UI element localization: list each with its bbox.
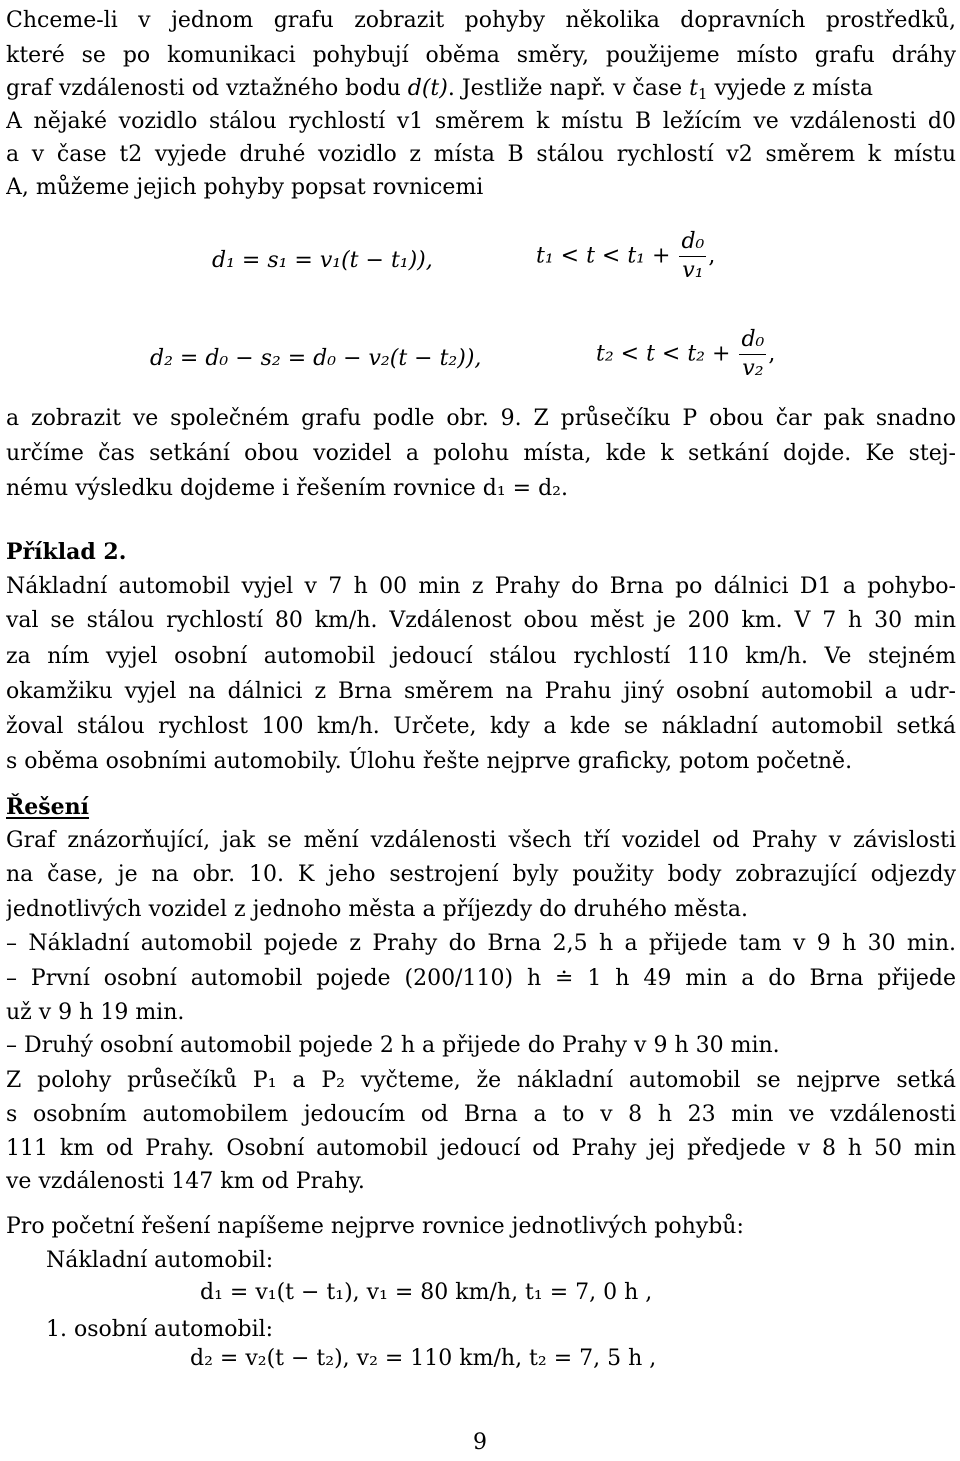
after-eq-line-1: a zobrazit ve společném grafu podle obr. 9. Z průsečíku P obou čar pak snadno	[6, 406, 956, 431]
solution-bullet-1: – Nákladní automobil pojede z Prahy do Brna 2,5 h a přijede tam v 9 h 30 min.	[6, 931, 956, 956]
intro-line-1: Chceme-li v jednom grafu zobrazit pohyby několika dopravních prostředků,	[6, 8, 956, 33]
solution-para-line-1: Z polohy průsečíků P₁ a P₂ vyčteme, že nákladní automobil se nejprve setká	[6, 1068, 956, 1093]
solution-line-2: na čase, je na obr. 10. K jeho sestrojení byly použity body zobrazující odjezdy	[6, 862, 956, 887]
intro-line-4: A nějaké vozidlo stálou rychlostí v1 směrem k místu B ležícím ve vzdálenosti d0	[6, 109, 956, 134]
example-heading: Příklad 2.	[6, 539, 127, 565]
intro-line-6: A, můžeme jejich pohyby popsat rovnicemi	[6, 175, 484, 200]
calc-intro: Pro početní řešení napíšeme nejprve rovnice jednotlivých pohybů:	[6, 1214, 744, 1239]
equation-2-left: d₂ = d₀ − s₂ = d₀ − v₂(t − t₂)),	[150, 346, 482, 371]
example-line-6: s oběma osobními automobily. Úlohu řešte nejprve graficky, potom početně.	[6, 749, 853, 774]
solution-bullet-2a: – První osobní automobil pojede (200/110) h ≐ 1 h 49 min a do Brna přijede	[6, 966, 956, 991]
equation-1-left: d₁ = s₁ = v₁(t − t₁)),	[212, 248, 433, 273]
car1-equation: d₂ = v₂(t − t₂), v₂ = 110 km/h, t₂ = 7, 5 h ,	[190, 1346, 657, 1371]
example-line-1: Nákladní automobil vyjel v 7 h 00 min z Prahy do Brna po dálnici D1 a pohybo-	[6, 574, 956, 599]
solution-bullet-3: – Druhý osobní automobil pojede 2 h a přijede do Prahy v 9 h 30 min.	[6, 1033, 780, 1058]
page-number: 9	[473, 1430, 487, 1455]
solution-bullet-2b: už v 9 h 19 min.	[6, 1000, 185, 1025]
solution-heading: Řešení	[6, 794, 90, 820]
example-line-2: val se stálou rychlostí 80 km/h. Vzdálenost obou měst je 200 km. V 7 h 30 min	[6, 608, 956, 633]
intro-line-5: a v čase t2 vyjede druhé vozidlo z místa B stálou rychlostí v2 směrem k místu	[6, 142, 956, 167]
car1-label: 1. osobní automobil:	[46, 1317, 274, 1342]
after-eq-line-2: určíme čas setkání obou vozidel a polohu místa, kde k setkání dojde. Ke stej-	[6, 441, 956, 466]
example-line-3: za ním vyjel osobní automobil jedoucí stálou rychlostí 110 km/h. Ve stejném	[6, 644, 956, 669]
example-line-4: okamžiku vyjel na dálnici z Brna směrem na Prahu jiný osobní automobil a udr-	[6, 679, 956, 704]
intro-line-2: které se po komunikaci pohybují oběma směry, použijeme místo grafu dráhy	[6, 43, 956, 68]
intro-line-3: graf vzdálenosti od vztažného bodu d(t). Jestliže např. v čase $t_1$ vyjede z místa	[6, 76, 874, 103]
solution-line-3: jednotlivých vozidel z jednoho města a příjezdy do druhého města.	[6, 897, 748, 922]
truck-equation: d₁ = v₁(t − t₁), v₁ = 80 km/h, t₁ = 7, 0 h ,	[200, 1280, 653, 1305]
solution-para-line-3: 111 km od Prahy. Osobní automobil jedoucí od Prahy jej předjede v 8 h 50 min	[6, 1136, 956, 1161]
equation-1-condition: t₁ < t < t₁ + $\frac{\text{d₀}}{\text{v₁}}$ ,	[536, 229, 716, 283]
truck-label: Nákladní automobil:	[46, 1248, 274, 1273]
equation-2-condition: t₂ < t < t₂ + $\frac{\text{d₀}}{\text{v₂}}$ ,	[596, 327, 776, 381]
solution-para-line-4: ve vzdálenosti 147 km od Prahy.	[6, 1169, 365, 1194]
equation-1-fraction: $\frac{\text{d₀}}{\text{v₁}}$	[681, 229, 705, 283]
equation-2-fraction: $\frac{\text{d₀}}{\text{v₂}}$	[741, 327, 765, 381]
solution-line-1: Graf znázorňující, jak se mění vzdálenosti všech tří vozidel od Prahy v závislosti	[6, 828, 956, 853]
after-eq-line-3: nému výsledku dojdeme i řešením rovnice d₁ = d₂.	[6, 476, 568, 501]
example-line-5: žoval stálou rychlost 100 km/h. Určete, kdy a kde se nákladní automobil setká	[6, 714, 956, 739]
solution-para-line-2: s osobním automobilem jedoucím od Brna a to v 8 h 23 min ve vzdálenosti	[6, 1102, 956, 1127]
